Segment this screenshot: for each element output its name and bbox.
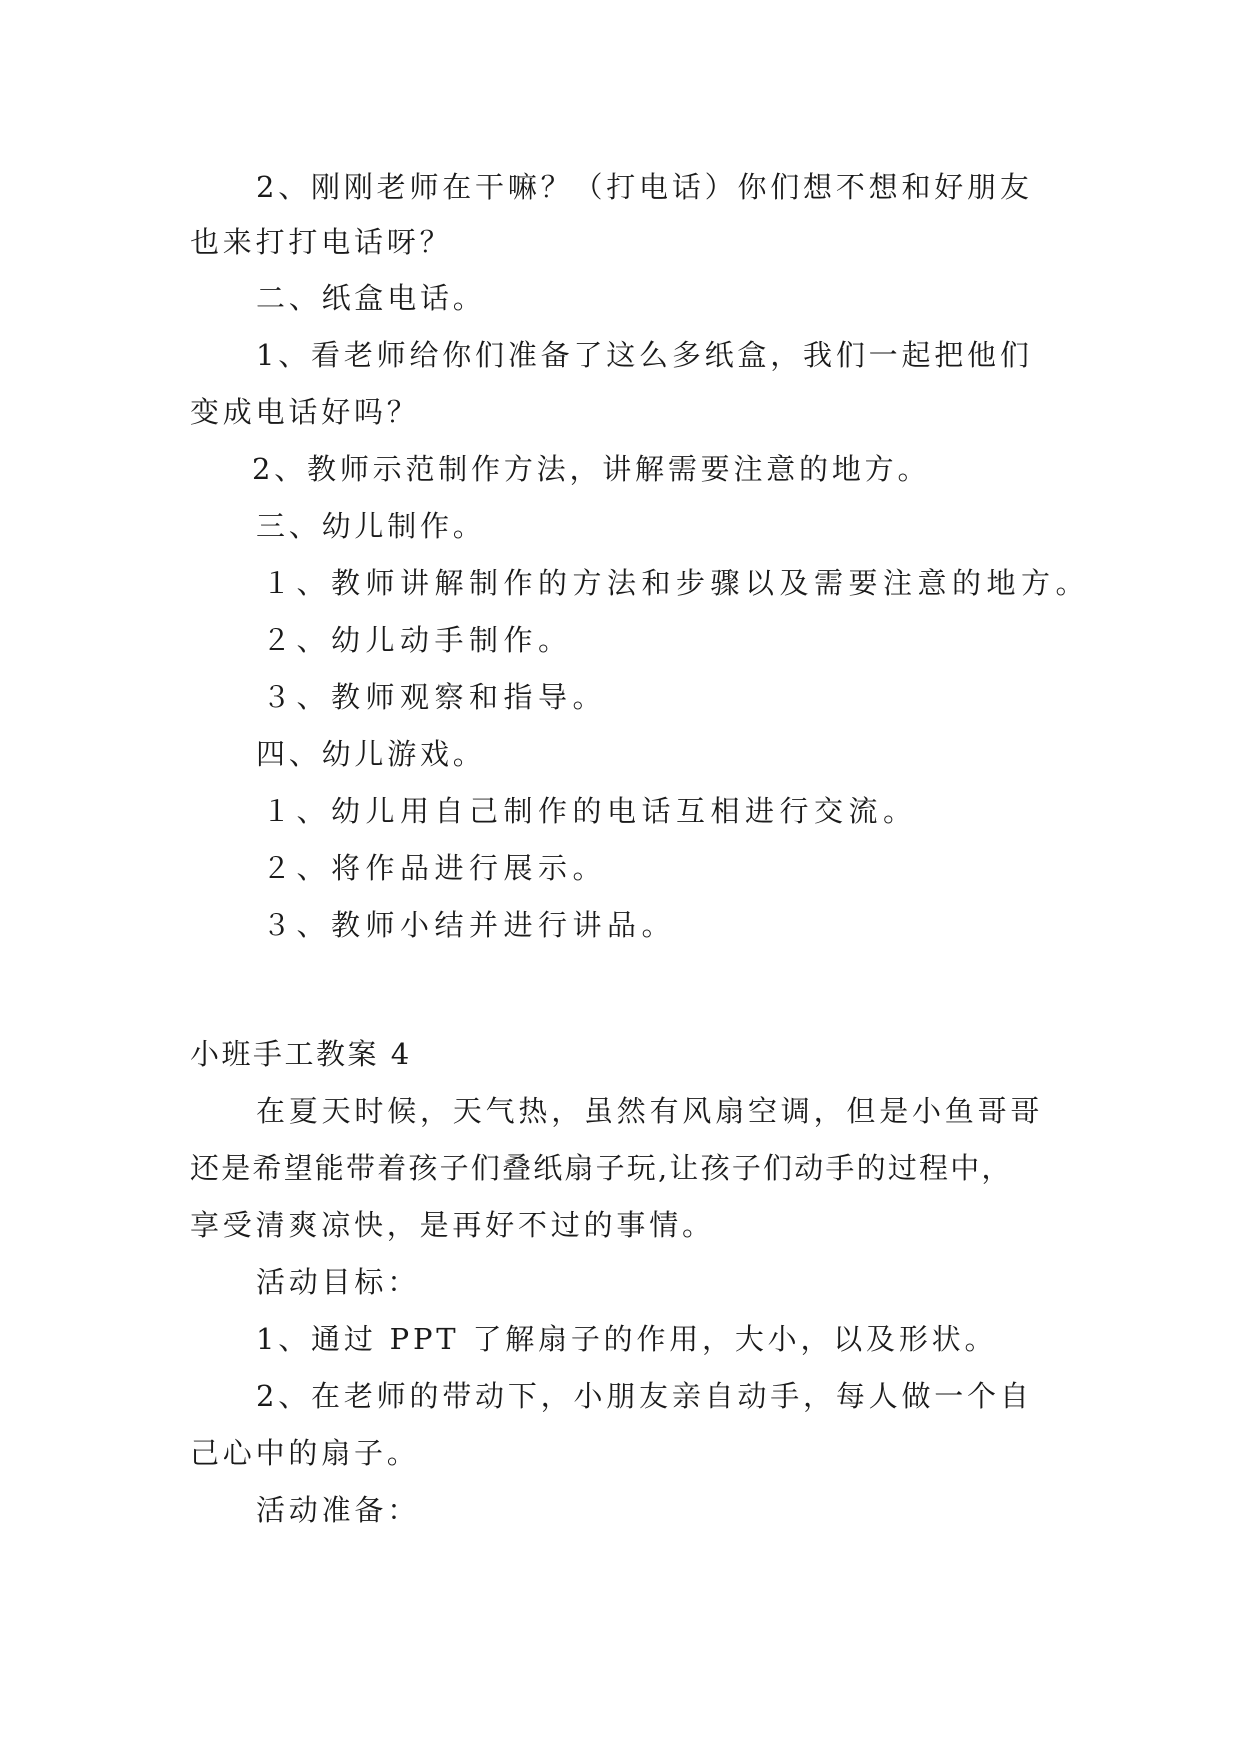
paragraph-line: 变成电话好吗？ [190, 395, 420, 429]
list-item: 1、通过 PPT 了解扇子的作用，大小，以及形状。 [256, 1322, 998, 1356]
section-heading: 三、幼儿制作。 [256, 509, 486, 543]
paragraph-line: 还是希望能带着孩子们叠纸扇子玩,让孩子们动手的过程中， [190, 1151, 1013, 1185]
list-item: 2、在老师的带动下，小朋友亲自动手，每人做一个自 [256, 1379, 1033, 1413]
section-heading: 二、纸盒电话。 [256, 281, 486, 315]
section-heading: 活动目标： [256, 1265, 421, 1299]
list-item: １、教师讲解制作的方法和步骤以及需要注意的地方。 [262, 566, 1091, 600]
paragraph-line: 2、教师示范制作方法，讲解需要注意的地方。 [252, 452, 931, 486]
paragraph-line: 1、看老师给你们准备了这么多纸盒，我们一起把他们 [256, 338, 1033, 372]
paragraph-line: 2、刚刚老师在干嘛？（打电话）你们想不想和好朋友 [256, 170, 1033, 204]
section-heading: 四、幼儿游戏。 [256, 737, 486, 771]
list-item: ２、将作品进行展示。 [262, 851, 608, 885]
list-item: ３、教师观察和指导。 [262, 680, 608, 714]
paragraph-line: 在夏天时候，天气热，虽然有风扇空调，但是小鱼哥哥 [256, 1094, 1044, 1128]
list-item: １、幼儿用自己制作的电话互相进行交流。 [262, 794, 918, 828]
paragraph-line: 己心中的扇子。 [190, 1436, 420, 1470]
paragraph-line: 也来打打电话呀？ [190, 225, 453, 259]
section-title: 小班手工教案 4 [190, 1037, 412, 1071]
list-item: ２、幼儿动手制作。 [262, 623, 573, 657]
paragraph-line: 享受清爽凉快，是再好不过的事情。 [190, 1208, 715, 1242]
section-heading: 活动准备： [256, 1493, 421, 1527]
list-item: ３、教师小结并进行讲品。 [262, 908, 677, 942]
